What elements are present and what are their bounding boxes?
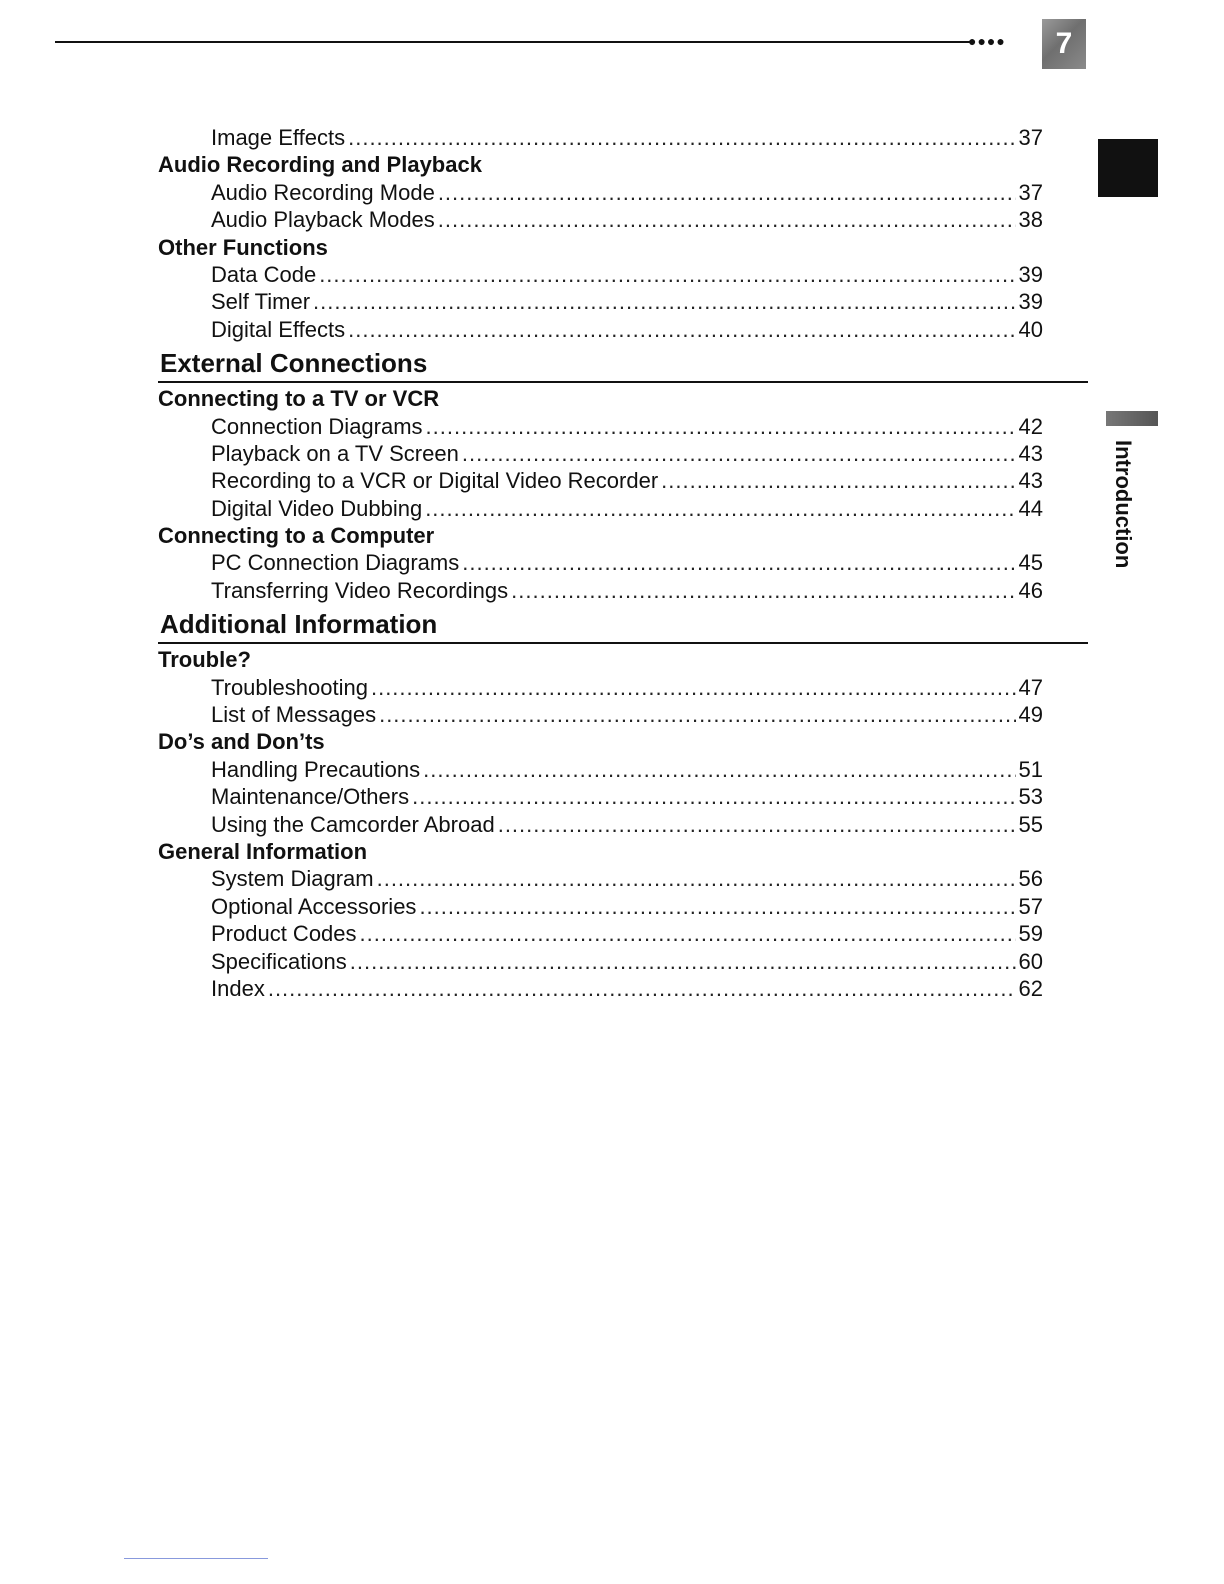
chapter-tab-label [1108, 440, 1138, 600]
toc-entry-title: List of Messages [211, 702, 377, 728]
header-dots: ●●●● [968, 33, 1006, 49]
toc-subheading: Do’s and Don’ts [158, 729, 325, 755]
toc-entry-page: 55 [1018, 811, 1043, 837]
toc-leader-dots [412, 783, 1015, 810]
toc-leader-dots [462, 440, 1016, 467]
toc-leader-dots [425, 495, 1015, 522]
toc-entry-page: 45 [1018, 550, 1043, 576]
toc-leader-dots [360, 920, 1016, 947]
toc-entry[interactable] [158, 288, 1088, 315]
toc-entry-page: 56 [1018, 866, 1043, 892]
toc-leader-dots [350, 948, 1016, 975]
toc-entry-page: 44 [1018, 495, 1043, 521]
toc-entry-page: 37 [1018, 125, 1043, 150]
toc-entry[interactable] [158, 975, 1088, 1002]
chapter-tab-marker [1098, 139, 1158, 197]
toc-leader-dots [377, 865, 1016, 892]
toc-entry[interactable] [158, 179, 1088, 206]
toc-entry-title: System Diagram [211, 866, 374, 892]
toc-entry[interactable] [158, 783, 1088, 810]
toc-entry-page: 62 [1018, 975, 1043, 1001]
toc-entry-page: 42 [1018, 413, 1043, 439]
toc-entry-title: Using the Camcorder Abroad [211, 811, 495, 837]
header-rule [55, 41, 973, 43]
toc-subheading: Other Functions [158, 234, 328, 260]
toc-leader-dots [313, 288, 1015, 315]
chapter-tab-text: Introduction [1111, 440, 1136, 569]
toc-leader-dots [438, 179, 1016, 206]
toc-group-external [158, 385, 1088, 604]
toc-entry-page: 38 [1018, 207, 1043, 233]
toc-leader-dots [348, 124, 1015, 151]
toc-leader-dots [419, 893, 1015, 920]
toc-leader-dots [348, 316, 1015, 343]
toc-entry-page: 53 [1018, 784, 1043, 810]
toc-entry[interactable] [158, 865, 1088, 892]
toc-entry-title: Recording to a VCR or Digital Video Recorder [211, 468, 659, 494]
toc-entry-title: Maintenance/Others [211, 784, 410, 810]
toc-entry[interactable] [158, 674, 1088, 701]
toc-entry-title: Connection Diagrams [211, 413, 423, 439]
toc-entry-title: Product Codes [211, 921, 357, 947]
toc-entry-page: 47 [1018, 674, 1043, 700]
toc-leader-dots [462, 549, 1015, 576]
toc-entry[interactable] [158, 467, 1088, 494]
toc-entry[interactable] [158, 701, 1088, 728]
toc-entry-page: 43 [1018, 440, 1043, 466]
toc-entry-page: 39 [1018, 261, 1043, 287]
toc-leader-dots [423, 756, 1015, 783]
toc-entry-title: Image Effects [211, 125, 346, 150]
toc-entry-title: Troubleshooting [211, 674, 368, 700]
toc-group-top [158, 124, 1088, 343]
toc-entry-title: Digital Effects [211, 316, 346, 342]
toc-leader-dots [371, 674, 1016, 701]
toc-leader-dots [661, 467, 1015, 494]
table-of-contents [158, 124, 1088, 1002]
toc-entry[interactable] [158, 440, 1088, 467]
toc-leader-dots [319, 261, 1015, 288]
toc-entry-title: PC Connection Diagrams [211, 550, 460, 576]
toc-leader-dots [438, 206, 1016, 233]
chapter-tab-current [1106, 411, 1158, 426]
toc-entry-page: 37 [1018, 179, 1043, 205]
toc-entry-page: 49 [1018, 702, 1043, 728]
toc-entry[interactable] [158, 756, 1088, 783]
toc-entry[interactable] [158, 920, 1088, 947]
toc-subheading: Connecting to a TV or VCR [158, 386, 440, 412]
toc-entry[interactable] [158, 316, 1088, 343]
toc-entry-title: Index [211, 975, 265, 1001]
footer-rule [124, 1558, 268, 1559]
toc-entry[interactable] [158, 124, 1088, 151]
toc-entry[interactable] [158, 495, 1088, 522]
toc-entry-page: 60 [1018, 948, 1043, 974]
toc-group-additional [158, 646, 1088, 1002]
toc-leader-dots [426, 413, 1016, 440]
toc-entry[interactable] [158, 261, 1088, 288]
toc-entry-title: Audio Recording Mode [211, 179, 435, 205]
toc-leader-dots [379, 701, 1015, 728]
toc-entry[interactable] [158, 948, 1088, 975]
toc-entry-title: Handling Precautions [211, 756, 421, 782]
toc-entry-title: Transferring Video Recordings [211, 577, 509, 603]
toc-entry-page: 57 [1018, 893, 1043, 919]
toc-entry-title: Data Code [211, 261, 317, 287]
toc-leader-dots [498, 811, 1016, 838]
section-title-external: External Connections [158, 345, 1088, 383]
toc-entry-title: Optional Accessories [211, 893, 417, 919]
toc-subheading: General Information [158, 838, 368, 864]
toc-entry-page: 43 [1018, 468, 1043, 494]
toc-entry[interactable] [158, 811, 1088, 838]
toc-entry[interactable] [158, 893, 1088, 920]
toc-entry[interactable] [158, 577, 1088, 604]
toc-subheading: Connecting to a Computer [158, 523, 435, 549]
toc-entry[interactable] [158, 206, 1088, 233]
toc-entry[interactable] [158, 549, 1088, 576]
toc-entry-title: Self Timer [211, 289, 311, 315]
page-number-badge: 7 [1042, 19, 1086, 69]
toc-entry[interactable] [158, 413, 1088, 440]
toc-entry-title: Playback on a TV Screen [211, 440, 459, 466]
toc-leader-dots [268, 975, 1016, 1002]
toc-entry-title: Specifications [211, 948, 347, 974]
toc-entry-title: Audio Playback Modes [211, 207, 435, 233]
toc-subheading: Audio Recording and Playback [158, 152, 482, 178]
toc-subheading: Trouble? [158, 647, 251, 673]
toc-entry-page: 40 [1018, 316, 1043, 342]
toc-entry-page: 59 [1018, 921, 1043, 947]
toc-entry-page: 39 [1018, 289, 1043, 315]
toc-entry-page: 46 [1018, 577, 1043, 603]
toc-leader-dots [511, 577, 1015, 604]
toc-entry-page: 51 [1018, 756, 1043, 782]
toc-entry-title: Digital Video Dubbing [211, 495, 423, 521]
section-title-additional: Additional Information [158, 606, 1088, 644]
